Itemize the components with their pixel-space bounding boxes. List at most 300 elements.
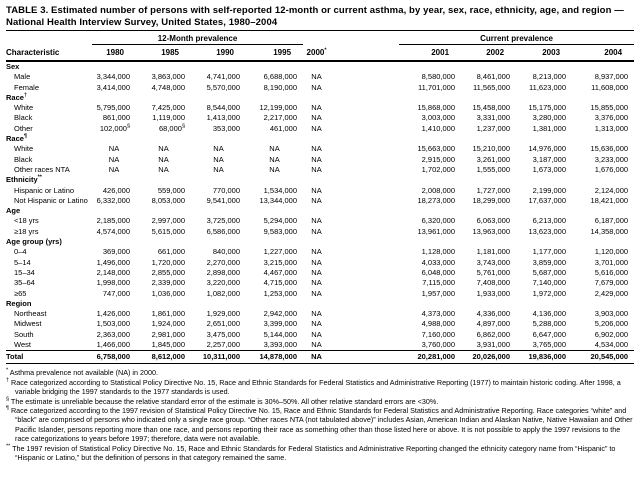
- spacer-cell: [330, 268, 399, 278]
- value-cell: 6,332,000: [96, 195, 130, 205]
- value-cell: 2,915,000: [421, 154, 456, 164]
- footnote: ¶ Race categorized according to the 1997 revision of Statistical Policy Directive No. 15, Race and Ethnic Standards for Federal Statistics and Administrative Reporting. Race categories “white” and “black” are comprised of persons who indicated only a single race group. “Other races NTA (not tabulated above)” includes Asian, American Indian and Alaskan Native, Native Hawaiian and Other Pacific Islander, persons reporting more than one race, and persons reporting their race as something other than those listed here or above. It is not possible to apply the 1997 revisions to the race categorizations to years before 1997; therefore, data were not available.: [6, 405, 633, 444]
- asthma-prevalence-table: [6, 30, 634, 364]
- value-cell: 7,115,000: [422, 278, 456, 288]
- value-cell: 5,144,000: [263, 329, 298, 339]
- spacer-header-cell: [330, 31, 399, 46]
- footnote-symbol: †: [6, 377, 10, 384]
- value-cell: 5,687,000: [532, 267, 567, 277]
- table-row: [6, 258, 634, 268]
- group-12month-header: [92, 31, 303, 46]
- value-cell: 8,544,000: [206, 103, 240, 113]
- footnote: * Asthma prevalence not available (NA) in 2000.: [6, 367, 158, 378]
- value-cell: 2,270,000: [206, 257, 240, 267]
- value-cell: 17,637,000: [528, 195, 567, 205]
- footnote-marker-asterisk: *: [324, 47, 327, 54]
- row-label: Black: [14, 113, 33, 123]
- value-cell: 4,136,000: [532, 309, 567, 319]
- row-label: Midwest: [14, 319, 42, 329]
- year-header-row: [6, 45, 634, 61]
- value-cell: 1,313,000: [594, 123, 629, 133]
- row-label: Male: [14, 72, 31, 82]
- section-header-row: [6, 237, 634, 247]
- value-cell: 1,496,000: [96, 257, 130, 267]
- footnotes-section: [6, 368, 634, 462]
- spacer-cell: [330, 216, 399, 226]
- value-cell: 4,033,000: [421, 257, 456, 267]
- value-cell: 3,376,000: [594, 113, 629, 123]
- section-label: Race†: [6, 92, 27, 102]
- table-row: [6, 340, 634, 351]
- value-cell: 15,868,000: [417, 103, 456, 113]
- spacer-cell: [330, 247, 399, 257]
- row-label: Total: [6, 351, 92, 364]
- table-row: [6, 196, 634, 206]
- footnote-marker: ¶: [23, 133, 27, 140]
- value-cell: 5,294,000: [263, 216, 298, 226]
- value-cell: 1,036,000: [151, 288, 185, 298]
- value-cell: 11,565,000: [473, 82, 511, 92]
- footnote-marker: †: [23, 92, 27, 99]
- value-cell: 7,408,000: [476, 278, 511, 288]
- value-cell: 1,410,000: [421, 123, 456, 133]
- value-cell: 1,466,000: [96, 340, 130, 350]
- value-cell: 559,000: [157, 185, 185, 195]
- value-cell: 14,878,000: [246, 351, 303, 364]
- na-cell: NA: [158, 144, 169, 154]
- na-cell: NA: [311, 309, 322, 319]
- value-cell: 5,795,000: [96, 103, 130, 113]
- empty-header-cell: [303, 31, 330, 46]
- value-cell: 2,339,000: [151, 278, 185, 288]
- value-cell: 8,053,000: [151, 195, 185, 205]
- value-cell: 12,199,000: [259, 103, 298, 113]
- table-row: [6, 165, 634, 175]
- value-cell: 14,976,000: [528, 144, 567, 154]
- value-cell: 3,003,000: [421, 113, 456, 123]
- row-label: West: [14, 340, 31, 350]
- na-cell: NA: [311, 216, 322, 226]
- value-cell: 2,855,000: [151, 267, 185, 277]
- section-label: Age: [6, 206, 21, 216]
- table-row: [6, 72, 634, 82]
- row-label: Not Hispanic or Latino: [14, 195, 88, 205]
- table-row: [6, 124, 634, 134]
- table-row: [6, 268, 634, 278]
- table-row: [6, 113, 634, 123]
- value-cell: 8,612,000: [136, 351, 191, 364]
- na-cell: NA: [311, 319, 322, 329]
- value-cell: 1,181,000: [476, 247, 511, 257]
- value-cell: 353,000: [212, 123, 240, 133]
- row-label: White: [14, 144, 34, 154]
- year-header-2001: 2001: [399, 45, 461, 61]
- value-cell: 1,957,000: [421, 288, 456, 298]
- footnote-symbol: **: [6, 443, 11, 450]
- table-row: [6, 247, 634, 257]
- value-cell: 1,128,000: [421, 247, 456, 257]
- group-header-row: [6, 31, 634, 46]
- value-cell: 13,623,000: [528, 226, 567, 236]
- value-cell: 4,715,000: [263, 278, 298, 288]
- footnote-marker: **: [37, 174, 42, 181]
- table-row: [6, 289, 634, 299]
- value-cell: 20,026,000: [461, 351, 516, 364]
- table-row: [6, 309, 634, 319]
- footnote-symbol: §: [6, 396, 10, 403]
- section-header-row: [6, 299, 634, 309]
- table-row: [6, 155, 634, 165]
- value-cell: 7,140,000: [532, 278, 567, 288]
- value-cell: 2,217,000: [263, 113, 298, 123]
- value-cell: 4,897,000: [476, 319, 511, 329]
- value-cell: 15,636,000: [590, 144, 629, 154]
- na-cell: NA: [311, 113, 322, 123]
- value-cell: 20,545,000: [572, 351, 634, 364]
- value-cell: 6,902,000: [594, 329, 629, 339]
- row-label: South: [14, 329, 34, 339]
- value-cell: 20,281,000: [399, 351, 461, 364]
- na-cell: NA: [311, 72, 322, 82]
- value-cell: 5,616,000: [594, 267, 629, 277]
- table-title: TABLE 3. Estimated number of persons with self-reported 12-month or current asthma, by year, sex, race, ethnicity, age, and region — National Health Interview Survey, United States, 1980–2004: [6, 5, 624, 28]
- value-cell: 6,647,000: [532, 329, 567, 339]
- table-row: [6, 319, 634, 329]
- year-header-2003: 2003: [516, 45, 572, 61]
- spacer-cell: [330, 103, 399, 113]
- na-cell: NA: [269, 164, 280, 174]
- spacer-cell: [330, 289, 399, 299]
- value-cell: 11,608,000: [591, 82, 629, 92]
- row-label: 0–4: [14, 247, 27, 257]
- row-label: Hispanic or Latino: [14, 185, 75, 195]
- year-header-1985: 1985: [136, 45, 191, 61]
- value-cell: 3,261,000: [476, 154, 511, 164]
- row-label: White: [14, 103, 34, 113]
- value-cell: 369,000: [102, 247, 130, 257]
- row-label: ≥18 yrs: [14, 226, 39, 236]
- value-cell: 2,124,000: [594, 185, 629, 195]
- value-cell: 5,288,000: [532, 319, 567, 329]
- characteristic-header: Characteristic: [6, 45, 92, 61]
- value-cell: 1,119,000: [152, 113, 185, 123]
- table-row: [6, 186, 634, 196]
- footnote: † Race categorized according to Statistical Policy Directive No. 15, Race and Ethnic Standards for Federal Statistics and Administrative Reporting (1977) to maintain historic coding. After 1998, a variable bridging the 1997 standards to the 1977 standards is used.: [6, 377, 621, 397]
- spacer-cell: [330, 340, 399, 351]
- row-label: Northeast: [14, 309, 47, 319]
- value-cell: 8,461,000: [476, 72, 511, 82]
- total-row: [6, 351, 634, 364]
- value-cell: 1,503,000: [96, 319, 130, 329]
- na-cell: NA: [311, 144, 322, 154]
- na-cell: NA: [213, 164, 224, 174]
- spacer-cell: [330, 113, 399, 123]
- value-cell: 2,185,000: [96, 216, 130, 226]
- value-cell: 4,336,000: [476, 309, 511, 319]
- row-label: 35–64: [14, 278, 35, 288]
- na-cell: NA: [269, 154, 280, 164]
- value-cell: 7,679,000: [594, 278, 629, 288]
- value-cell: 13,344,000: [259, 195, 298, 205]
- value-cell: 3,903,000: [594, 309, 629, 319]
- spacer-cell: [330, 165, 399, 175]
- na-cell: NA: [108, 164, 120, 174]
- value-cell: 2,008,000: [421, 185, 456, 195]
- value-cell: 2,148,000: [96, 267, 130, 277]
- value-cell: 1,381,000: [532, 123, 567, 133]
- value-cell: 10,311,000: [191, 351, 246, 364]
- value-cell: 3,280,000: [532, 113, 567, 123]
- value-cell: 3,760,000: [421, 340, 456, 350]
- section-header-row: [6, 175, 634, 185]
- na-cell: NA: [158, 164, 169, 174]
- value-cell: 2,942,000: [263, 309, 298, 319]
- value-cell: 461,000: [269, 123, 298, 133]
- value-cell: 2,997,000: [151, 216, 185, 226]
- spacer-cell: [330, 83, 399, 93]
- value-cell: 11,623,000: [529, 82, 567, 92]
- value-cell: 4,373,000: [421, 309, 456, 319]
- value-cell: 1,845,000: [151, 340, 185, 350]
- value-cell: 8,213,000: [532, 72, 567, 82]
- spacer-cell: [330, 227, 399, 237]
- value-cell: 8,937,000: [594, 72, 629, 82]
- group-12month-label: 12-Month prevalence: [92, 34, 303, 45]
- value-cell: 4,467,000: [263, 267, 298, 277]
- value-cell: 3,765,000: [532, 340, 567, 350]
- na-cell: NA: [311, 329, 322, 339]
- value-cell: 6,048,000: [421, 267, 456, 277]
- value-cell: 19,836,000: [516, 351, 572, 364]
- year-header-2002: 2002: [461, 45, 516, 61]
- value-cell: 1,998,000: [96, 278, 130, 288]
- na-cell: NA: [311, 123, 322, 133]
- value-cell: 1,253,000: [263, 288, 298, 298]
- empty-header-cell: [6, 31, 92, 46]
- value-cell: 102,000§: [99, 123, 130, 133]
- unreliable-estimate-marker: §: [126, 123, 130, 130]
- year-header-1980: 1980: [92, 45, 136, 61]
- row-label: ≥65: [14, 288, 27, 298]
- na-cell: NA: [311, 267, 322, 277]
- value-cell: 5,615,000: [151, 226, 185, 236]
- value-cell: 2,363,000: [96, 329, 130, 339]
- section-header-row: [6, 206, 634, 216]
- spacer-cell: [330, 186, 399, 196]
- value-cell: 5,206,000: [594, 319, 629, 329]
- na-cell: NA: [311, 154, 322, 164]
- row-label: Other: [14, 123, 33, 133]
- value-cell: 15,663,000: [417, 144, 456, 154]
- value-cell: 18,273,000: [417, 195, 456, 205]
- value-cell: 6,063,000: [476, 216, 511, 226]
- spacer-cell: [330, 258, 399, 268]
- value-cell: 9,541,000: [206, 195, 240, 205]
- row-label: 15–34: [14, 267, 35, 277]
- footnote: § The estimate is unreliable because the relative standard error of the estimate is 30%–50%. All other relative standard errors are <30%.: [6, 396, 439, 406]
- year-header-1995: 1995: [246, 45, 303, 61]
- value-cell: 4,534,000: [594, 340, 629, 350]
- value-cell: 2,651,000: [206, 319, 240, 329]
- value-cell: 5,761,000: [476, 267, 511, 277]
- unreliable-estimate-marker: §: [181, 123, 185, 130]
- section-header-row: [6, 134, 634, 144]
- value-cell: 3,344,000: [96, 72, 130, 82]
- value-cell: 3,475,000: [206, 329, 240, 339]
- na-cell: NA: [311, 288, 322, 298]
- value-cell: 3,701,000: [594, 257, 629, 267]
- value-cell: 15,458,000: [472, 103, 511, 113]
- group-current-header: [399, 31, 634, 46]
- spacer-cell: [330, 319, 399, 329]
- value-cell: 1,933,000: [476, 288, 511, 298]
- value-cell: 18,421,000: [590, 195, 629, 205]
- year-2000-label: 2000: [306, 48, 325, 57]
- value-cell: 3,215,000: [263, 257, 298, 267]
- value-cell: 1,702,000: [421, 164, 456, 174]
- value-cell: 7,425,000: [151, 103, 185, 113]
- value-cell: 4,988,000: [421, 319, 456, 329]
- spacer-cell: [330, 330, 399, 340]
- value-cell: 3,331,000: [476, 113, 511, 123]
- value-cell: 1,227,000: [263, 247, 298, 257]
- na-cell: NA: [311, 247, 322, 257]
- value-cell: 15,175,000: [528, 103, 567, 113]
- na-cell: NA: [108, 144, 120, 154]
- table-row: [6, 330, 634, 340]
- value-cell: 3,859,000: [532, 257, 567, 267]
- row-label: 5–14: [14, 257, 31, 267]
- value-cell: 6,213,000: [532, 216, 567, 226]
- spacer-cell: [330, 72, 399, 82]
- value-cell: 2,898,000: [206, 267, 240, 277]
- section-label: Ethnicity**: [6, 174, 42, 185]
- value-cell: 2,429,000: [594, 288, 629, 298]
- spacer-cell: [330, 278, 399, 288]
- year-header-2004: 2004: [572, 45, 634, 61]
- na-cell: NA: [311, 103, 322, 113]
- table-row: [6, 83, 634, 93]
- value-cell: 861,000: [102, 113, 130, 123]
- value-cell: 3,414,000: [96, 82, 130, 92]
- value-cell: 4,741,000: [206, 72, 240, 82]
- value-cell: 3,931,000: [476, 340, 511, 350]
- na-cell: NA: [311, 195, 322, 205]
- spacer-cell: [330, 155, 399, 165]
- value-cell: 8,190,000: [263, 82, 298, 92]
- value-cell: 3,233,000: [594, 154, 629, 164]
- value-cell: 13,961,000: [417, 226, 456, 236]
- value-cell: 3,743,000: [476, 257, 511, 267]
- value-cell: 747,000: [102, 288, 130, 298]
- row-label: <18 yrs: [14, 216, 39, 226]
- na-cell: NA: [311, 340, 322, 350]
- na-cell: NA: [213, 154, 224, 164]
- value-cell: 1,237,000: [476, 123, 511, 133]
- value-cell: 11,701,000: [418, 82, 456, 92]
- year-header-1990: 1990: [191, 45, 246, 61]
- value-cell: 14,358,000: [590, 226, 629, 236]
- value-cell: 1,924,000: [151, 319, 185, 329]
- value-cell: 1,534,000: [263, 185, 298, 195]
- value-cell: 15,210,000: [472, 144, 511, 154]
- value-cell: 1,673,000: [532, 164, 567, 174]
- value-cell: 1,972,000: [532, 288, 567, 298]
- value-cell: 1,929,000: [206, 309, 240, 319]
- value-cell: 1,177,000: [532, 247, 567, 257]
- value-cell: 661,000: [157, 247, 185, 257]
- value-cell: 3,863,000: [151, 72, 185, 82]
- na-cell: NA: [158, 154, 169, 164]
- table-body: [6, 61, 634, 364]
- value-cell: 4,574,000: [96, 226, 130, 236]
- value-cell: 1,426,000: [96, 309, 130, 319]
- footnote: ** The 1997 revision of Statistical Policy Directive No. 15, Race and Ethnic Standards for Federal Statistics and Administrative Reporting changed the ethnicity category name from “Hispanic” to “Hispanic or Latino,” but the definition of persons in that category remained the same.: [6, 443, 616, 462]
- value-cell: 426,000: [102, 185, 130, 195]
- section-header-row: [6, 61, 634, 72]
- value-cell: 6,586,000: [206, 226, 240, 236]
- value-cell: 2,199,000: [532, 185, 567, 195]
- value-cell: 6,758,000: [92, 351, 136, 364]
- footnote-symbol: ¶: [6, 405, 9, 412]
- section-header-row: [6, 93, 634, 103]
- value-cell: 3,725,000: [206, 216, 240, 226]
- value-cell: 4,748,000: [151, 82, 185, 92]
- value-cell: 8,580,000: [421, 72, 456, 82]
- value-cell: 3,393,000: [263, 340, 298, 350]
- value-cell: 840,000: [212, 247, 240, 257]
- na-cell: NA: [311, 82, 322, 92]
- na-cell: NA: [311, 278, 322, 288]
- value-cell: 15,855,000: [590, 103, 629, 113]
- value-cell: 13,963,000: [472, 226, 511, 236]
- na-cell: NA: [311, 257, 322, 267]
- spacer-cell: [330, 196, 399, 206]
- footnote-symbol: *: [6, 367, 9, 374]
- spacer-cell: [330, 144, 399, 154]
- value-cell: 1,555,000: [476, 164, 511, 174]
- spacer-cell: [330, 124, 399, 134]
- spacer-cell: [330, 351, 399, 364]
- row-label: Black: [14, 154, 33, 164]
- na-cell: NA: [311, 226, 322, 236]
- section-label: Race¶: [6, 133, 27, 144]
- value-cell: 2,257,000: [206, 340, 240, 350]
- section-label: Region: [6, 298, 32, 308]
- value-cell: 1,727,000: [476, 185, 511, 195]
- value-cell: 5,570,000: [206, 82, 240, 92]
- value-cell: 7,160,000: [421, 329, 456, 339]
- value-cell: 3,399,000: [263, 319, 298, 329]
- value-cell: 3,220,000: [206, 278, 240, 288]
- value-cell: 770,000: [212, 185, 240, 195]
- value-cell: 68,000§: [158, 123, 185, 133]
- value-cell: 1,720,000: [151, 257, 185, 267]
- table-row: [6, 103, 634, 113]
- table-row: [6, 227, 634, 237]
- section-label: Age group (yrs): [6, 237, 62, 247]
- spacer-cell: [330, 309, 399, 319]
- value-cell: 6,320,000: [421, 216, 456, 226]
- value-cell: 2,981,000: [151, 329, 185, 339]
- table-row: [6, 278, 634, 288]
- row-label: Female: [14, 82, 40, 92]
- value-cell: 1,676,000: [594, 164, 629, 174]
- value-cell: 1,413,000: [206, 113, 240, 123]
- value-cell: 1,082,000: [206, 288, 240, 298]
- table-row: [6, 216, 634, 226]
- section-label: Sex: [6, 62, 20, 71]
